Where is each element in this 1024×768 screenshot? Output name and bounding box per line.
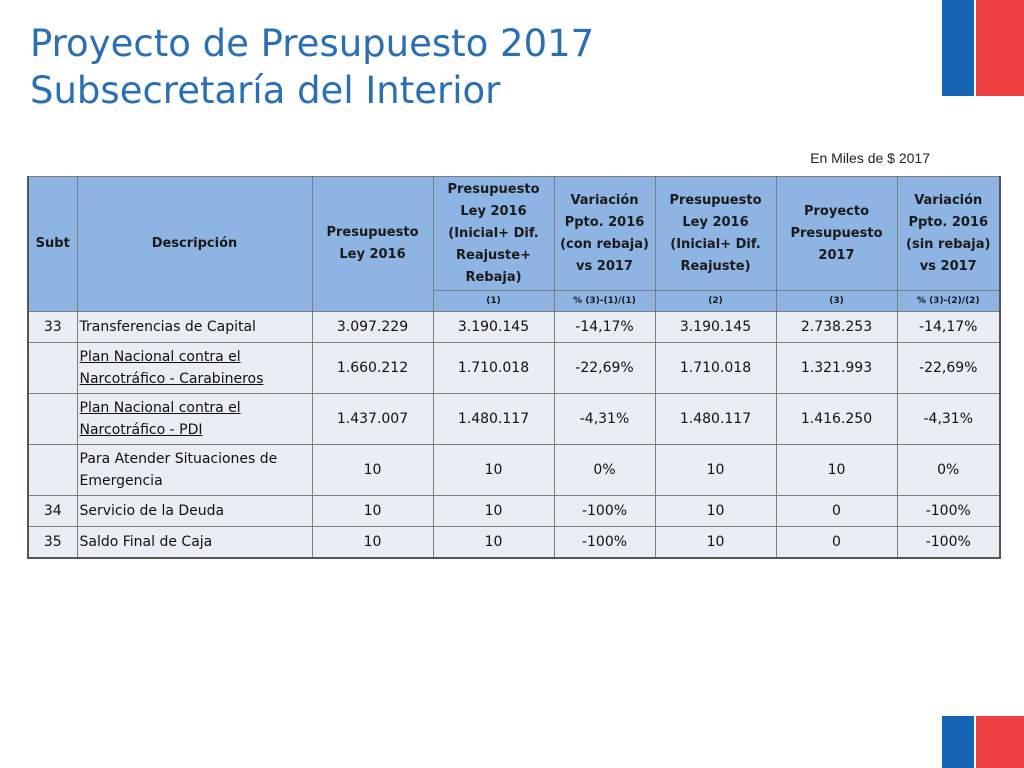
- cell-subt: 35: [28, 527, 77, 559]
- cell-col-2: 10: [655, 496, 776, 527]
- header-variacion-sin-rebaja: Variación Ppto. 2016 (sin rebaja) vs 2017: [897, 177, 1000, 291]
- table-row: [28, 445, 1000, 496]
- cell-col-2: 1.480.117: [655, 394, 776, 445]
- flag-decoration-top: [942, 0, 1024, 96]
- cell-var-sin-rebaja: 0%: [897, 445, 1000, 496]
- units-note: En Miles de $ 2017: [810, 150, 930, 166]
- header-descripcion: Descripción: [77, 177, 312, 312]
- subheader-col-5: % (3)-(2)/(2): [897, 291, 1000, 312]
- budget-table: [27, 176, 1001, 559]
- cell-ley-2016: 1.437.007: [312, 394, 433, 445]
- cell-col-1: 10: [433, 496, 554, 527]
- cell-ley-2016: 3.097.229: [312, 312, 433, 343]
- subheader-col-4: (3): [776, 291, 897, 312]
- slide-title-line-1: Proyecto de Presupuesto 2017: [30, 22, 595, 65]
- cell-descripcion: Transferencias de Capital: [77, 312, 312, 343]
- cell-col-2: 10: [655, 527, 776, 559]
- cell-descripcion: Servicio de la Deuda: [77, 496, 312, 527]
- cell-var-sin-rebaja: -100%: [897, 527, 1000, 559]
- cell-ley-2016: 10: [312, 445, 433, 496]
- cell-col-3: 10: [776, 445, 897, 496]
- cell-var-con-rebaja: -100%: [554, 496, 655, 527]
- cell-col-2: 1.710.018: [655, 343, 776, 394]
- table-row: [28, 312, 1000, 343]
- cell-col-3: 0: [776, 527, 897, 559]
- header-presupuesto-inicial-rebaja: Presupuesto Ley 2016 (Inicial+ Dif. Reajuste+ Rebaja): [433, 177, 554, 291]
- cell-descripcion: Para Atender Situaciones de Emergencia: [77, 445, 312, 496]
- cell-subt: [28, 445, 77, 496]
- table-row: [28, 527, 1000, 559]
- cell-col-1: 10: [433, 445, 554, 496]
- cell-ley-2016: 10: [312, 527, 433, 559]
- cell-ley-2016: 10: [312, 496, 433, 527]
- header-presupuesto-ley-2016: Presupuesto Ley 2016: [312, 177, 433, 312]
- cell-col-2: 3.190.145: [655, 312, 776, 343]
- cell-col-1: 1.710.018: [433, 343, 554, 394]
- table-row: [28, 343, 1000, 394]
- cell-var-sin-rebaja: -4,31%: [897, 394, 1000, 445]
- cell-var-con-rebaja: 0%: [554, 445, 655, 496]
- slide-title: [30, 20, 594, 114]
- table-row: [28, 394, 1000, 445]
- cell-col-3: 2.738.253: [776, 312, 897, 343]
- cell-col-1: 1.480.117: [433, 394, 554, 445]
- cell-var-con-rebaja: -22,69%: [554, 343, 655, 394]
- cell-var-sin-rebaja: -22,69%: [897, 343, 1000, 394]
- cell-col-2: 10: [655, 445, 776, 496]
- cell-var-sin-rebaja: -100%: [897, 496, 1000, 527]
- cell-descripcion: Saldo Final de Caja: [77, 527, 312, 559]
- cell-var-sin-rebaja: -14,17%: [897, 312, 1000, 343]
- header-proyecto-presupuesto-2017: Proyecto Presupuesto 2017: [776, 177, 897, 291]
- cell-col-1: 10: [433, 527, 554, 559]
- subheader-col-1: (1): [433, 291, 554, 312]
- cell-subt: 34: [28, 496, 77, 527]
- slide-title-line-2: Subsecretaría del Interior: [30, 69, 501, 112]
- cell-subt: [28, 343, 77, 394]
- cell-col-1: 3.190.145: [433, 312, 554, 343]
- cell-var-con-rebaja: -4,31%: [554, 394, 655, 445]
- cell-col-3: 1.321.993: [776, 343, 897, 394]
- cell-descripcion: Plan Nacional contra el Narcotráfico - Carabineros: [77, 343, 312, 394]
- cell-var-con-rebaja: -14,17%: [554, 312, 655, 343]
- cell-ley-2016: 1.660.212: [312, 343, 433, 394]
- header-presupuesto-inicial-reajuste: Presupuesto Ley 2016 (Inicial+ Dif. Reajuste): [655, 177, 776, 291]
- header-subt: Subt: [28, 177, 77, 312]
- table-row: [28, 496, 1000, 527]
- cell-descripcion: Plan Nacional contra el Narcotráfico - PDI: [77, 394, 312, 445]
- cell-subt: 33: [28, 312, 77, 343]
- subheader-col-3: (2): [655, 291, 776, 312]
- header-row: [28, 177, 1000, 291]
- flag-decoration-bottom: [942, 716, 1024, 768]
- cell-subt: [28, 394, 77, 445]
- cell-var-con-rebaja: -100%: [554, 527, 655, 559]
- header-variacion-con-rebaja: Variación Ppto. 2016 (con rebaja) vs 2017: [554, 177, 655, 291]
- cell-col-3: 0: [776, 496, 897, 527]
- subheader-col-2: % (3)-(1)/(1): [554, 291, 655, 312]
- cell-col-3: 1.416.250: [776, 394, 897, 445]
